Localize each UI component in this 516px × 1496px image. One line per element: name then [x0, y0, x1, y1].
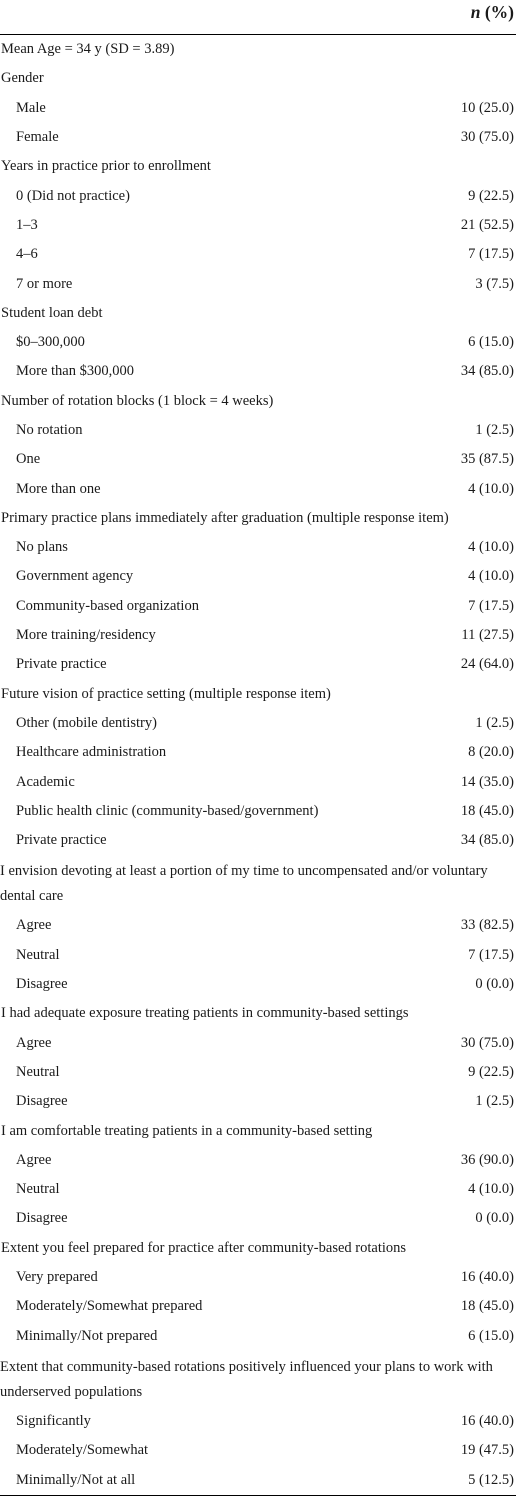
table-row — [0, 1407, 516, 1436]
section-heading: Number of rotation blocks (1 block = 4 weeks) — [1, 392, 274, 409]
section-heading-row — [0, 1234, 516, 1263]
table-row — [0, 1292, 516, 1321]
section-heading: Extent you feel prepared for practice after community-based rotations — [1, 1239, 407, 1256]
row-label: No plans — [16, 539, 68, 556]
table-row — [0, 533, 516, 562]
row-label: Public health clinic (community-based/government) — [16, 802, 319, 819]
row-value: 34 (85.0) — [460, 832, 514, 849]
row-label: Private practice — [16, 656, 107, 673]
table-row — [0, 592, 516, 621]
row-value: 7 (17.5) — [468, 946, 514, 963]
section-heading: Gender — [1, 70, 44, 87]
row-label: Moderately/Somewhat prepared — [16, 1298, 203, 1315]
table-row — [0, 650, 516, 679]
section-heading: Mean Age = 34 y (SD = 3.89) — [1, 41, 175, 58]
row-value: 8 (20.0) — [468, 744, 514, 761]
row-label: Agree — [16, 917, 52, 934]
row-value: 36 (90.0) — [460, 1151, 514, 1168]
section-heading: Primary practice plans immediately after graduation (multiple response item) — [1, 509, 449, 526]
section-heading: I am comfortable treating patients in a community-based setting — [1, 1122, 373, 1139]
row-label: More than one — [16, 480, 101, 497]
row-label: One — [16, 451, 41, 468]
row-label: Neutral — [16, 1063, 60, 1080]
row-label: Disagree — [16, 1093, 68, 1110]
row-value: 1 (2.5) — [475, 714, 514, 731]
table-row — [0, 123, 516, 152]
row-label: Minimally/Not at all — [16, 1471, 136, 1488]
row-value: 3 (7.5) — [475, 275, 514, 292]
row-value: 10 (25.0) — [460, 99, 514, 116]
table-row — [0, 911, 516, 940]
table-row — [0, 474, 516, 503]
section-heading: Future vision of practice setting (multiple response item) — [1, 685, 331, 702]
row-value: 19 (47.5) — [460, 1442, 514, 1459]
row-value: 11 (27.5) — [461, 627, 514, 644]
section-heading-row — [0, 999, 516, 1028]
row-label: $0–300,000 — [16, 334, 85, 351]
row-value: 16 (40.0) — [460, 1412, 514, 1429]
row-value: 4 (10.0) — [468, 1181, 514, 1198]
row-value: 18 (45.0) — [460, 1298, 514, 1315]
table-row — [0, 416, 516, 445]
row-value: 0 (0.0) — [475, 1210, 514, 1227]
table-row — [0, 1087, 516, 1116]
row-label: 1–3 — [16, 216, 38, 233]
n-percent-header — [471, 2, 514, 23]
row-value: 9 (22.5) — [468, 187, 514, 204]
table-row — [0, 1263, 516, 1292]
row-value: 33 (82.5) — [460, 917, 514, 934]
row-label: Academic — [16, 773, 75, 790]
row-value: 6 (15.0) — [468, 1327, 514, 1344]
row-label: Neutral — [16, 1181, 60, 1198]
row-label: Female — [16, 129, 59, 146]
table-row — [0, 94, 516, 123]
row-label: Significantly — [16, 1412, 91, 1429]
row-label: Community-based organization — [16, 597, 199, 614]
row-label: Other (mobile dentistry) — [16, 714, 157, 731]
table-row — [0, 767, 516, 796]
table-row — [0, 1175, 516, 1204]
table-row — [0, 211, 516, 240]
row-value: 4 (10.0) — [468, 480, 514, 497]
section-heading-row — [0, 64, 516, 93]
row-value: 16 (40.0) — [460, 1269, 514, 1286]
row-label: Agree — [16, 1151, 52, 1168]
row-label: 4–6 — [16, 246, 38, 263]
row-label: Agree — [16, 1034, 52, 1051]
row-value: 34 (85.0) — [460, 363, 514, 380]
table-row — [0, 738, 516, 767]
row-value: 4 (10.0) — [468, 568, 514, 585]
table-row — [0, 1204, 516, 1233]
table-row — [0, 941, 516, 970]
row-value: 7 (17.5) — [468, 246, 514, 263]
section-heading: Extent that community-based rotations positively influenced your plans to work with underserved populations — [0, 1358, 493, 1400]
row-label: 0 (Did not practice) — [16, 187, 130, 204]
table-row — [0, 709, 516, 738]
row-label: Male — [16, 99, 46, 116]
section-heading-row — [0, 387, 516, 416]
row-label: Disagree — [16, 976, 68, 993]
row-label: Neutral — [16, 946, 60, 963]
table-row — [0, 1029, 516, 1058]
row-value: 21 (52.5) — [460, 216, 514, 233]
row-label: More than $300,000 — [16, 363, 134, 380]
row-label: No rotation — [16, 422, 83, 438]
row-value: 0 (0.0) — [475, 976, 514, 993]
row-value: 6 (15.0) — [468, 334, 514, 351]
row-label: Government agency — [16, 568, 134, 585]
row-value: 35 (87.5) — [460, 451, 514, 468]
table-row — [0, 826, 516, 855]
row-value: 18 (45.0) — [460, 802, 514, 819]
table-row — [0, 970, 516, 999]
row-label: Moderately/Somewhat — [16, 1442, 149, 1459]
row-value: 30 (75.0) — [460, 129, 514, 146]
section-heading: Student loan debt — [1, 304, 103, 321]
table-row — [0, 621, 516, 650]
table-body — [0, 35, 516, 1495]
table-row — [0, 1465, 516, 1494]
section-heading-row — [0, 1351, 516, 1407]
row-value: 14 (35.0) — [460, 773, 514, 790]
section-heading-row — [0, 299, 516, 328]
table-row — [0, 562, 516, 591]
table-row — [0, 357, 516, 386]
table-row — [0, 269, 516, 298]
section-heading-row — [0, 1116, 516, 1145]
table-row — [0, 240, 516, 269]
section-heading-row — [0, 855, 516, 911]
row-label: Minimally/Not prepared — [16, 1327, 158, 1344]
row-value: 24 (64.0) — [460, 656, 514, 673]
row-label: Very prepared — [16, 1269, 98, 1286]
section-heading: Years in practice prior to enrollment — [1, 158, 211, 175]
row-label: 7 or more — [16, 275, 73, 292]
row-value: 5 (12.5) — [468, 1471, 514, 1488]
table-row — [0, 1146, 516, 1175]
table-row — [0, 1058, 516, 1087]
row-label: Healthcare administration — [16, 744, 167, 761]
row-value: 4 (10.0) — [468, 539, 514, 556]
section-heading-row — [0, 152, 516, 181]
row-value: 7 (17.5) — [468, 597, 514, 614]
table-row — [0, 1436, 516, 1465]
row-label: Disagree — [16, 1210, 68, 1227]
table-row — [0, 328, 516, 357]
section-heading: I envision devoting at least a portion of my time to uncompensated and/or voluntary dental care — [0, 863, 488, 905]
n-symbol: n — [470, 2, 481, 22]
table-header — [0, 0, 516, 35]
section-heading-row — [0, 504, 516, 533]
percent-suffix: (%) — [480, 2, 514, 22]
row-value: 9 (22.5) — [468, 1063, 514, 1080]
row-label: More training/residency — [16, 627, 156, 644]
table-row — [0, 445, 516, 474]
section-heading-row — [0, 35, 516, 64]
table-row — [0, 181, 516, 210]
row-label: Private practice — [16, 832, 107, 849]
table-row — [0, 1321, 516, 1350]
row-value: 30 (75.0) — [460, 1034, 514, 1051]
section-heading-row — [0, 680, 516, 709]
row-value: 1 (2.5) — [475, 1093, 514, 1110]
row-value: 1 (2.5) — [475, 422, 514, 438]
section-heading: I had adequate exposure treating patients in community-based settings — [1, 1005, 409, 1022]
table-row — [0, 797, 516, 826]
